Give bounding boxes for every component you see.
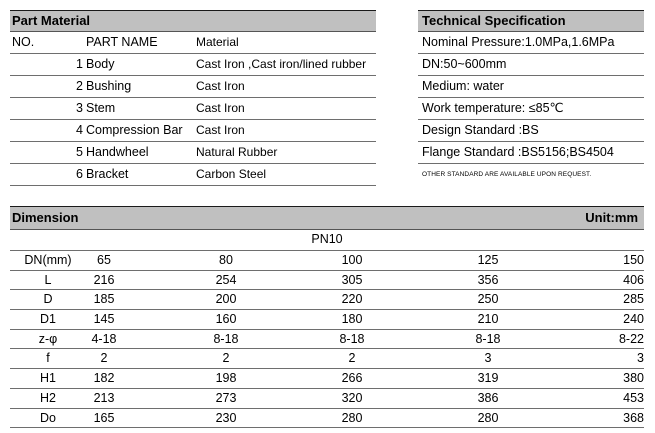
cell: 8-22 bbox=[618, 331, 644, 346]
part-material: Natural Rubber bbox=[196, 145, 278, 159]
row-key: z-φ bbox=[38, 331, 58, 346]
part-name: Body bbox=[86, 57, 115, 71]
row-key: Do bbox=[40, 410, 56, 425]
part-name: Bracket bbox=[86, 167, 129, 181]
part-name: Stem bbox=[86, 101, 116, 115]
part-row bbox=[10, 164, 376, 186]
part-row bbox=[10, 76, 376, 98]
spec-line: Nominal Pressure:1.0MPa,1.6MPa bbox=[418, 32, 644, 54]
part-row bbox=[10, 54, 376, 76]
cell: 305 bbox=[341, 272, 363, 287]
part-no: 4 bbox=[76, 123, 83, 137]
cell: 160 bbox=[215, 312, 237, 327]
cell: 2 bbox=[348, 351, 356, 366]
cell: 250 bbox=[477, 292, 499, 307]
part-no: 6 bbox=[76, 167, 83, 181]
spec-line: Work temperature: ≤85℃ bbox=[418, 98, 644, 120]
spec-note: OTHER STANDARD ARE AVAILABLE UPON REQUEST. bbox=[422, 171, 592, 178]
part-row bbox=[10, 120, 376, 142]
table-row bbox=[10, 409, 644, 429]
cell: 273 bbox=[215, 390, 237, 405]
dimension-unit: Unit:mm bbox=[585, 210, 638, 225]
cell: 213 bbox=[93, 390, 115, 405]
cell: 280 bbox=[477, 410, 499, 425]
part-name: Compression Bar bbox=[86, 123, 183, 137]
row-key: L bbox=[44, 272, 52, 287]
part-material: Carbon Steel bbox=[196, 167, 267, 181]
pressure-rating: PN10 bbox=[10, 230, 644, 251]
cell: 80 bbox=[219, 253, 233, 267]
part-material-table bbox=[10, 10, 376, 186]
part-no: 2 bbox=[76, 79, 83, 93]
cell: 266 bbox=[341, 371, 363, 386]
table-row bbox=[10, 271, 644, 291]
part-no: 3 bbox=[76, 101, 83, 115]
table-row bbox=[10, 349, 644, 369]
dimension-header bbox=[10, 206, 644, 230]
col-part-name: PART NAME bbox=[86, 35, 158, 49]
table-row bbox=[10, 389, 644, 409]
cell: 254 bbox=[215, 272, 237, 287]
cell: 3 bbox=[484, 351, 492, 366]
cell: 285 bbox=[623, 292, 644, 307]
cell: 180 bbox=[341, 312, 363, 327]
cell: 356 bbox=[477, 272, 499, 287]
cell: 3 bbox=[637, 351, 644, 366]
cell: 320 bbox=[341, 390, 363, 405]
dimension-title: Dimension bbox=[12, 210, 79, 225]
spec-line: DN:50~600mm bbox=[418, 54, 644, 76]
cell: 386 bbox=[477, 390, 499, 405]
cell: 182 bbox=[93, 371, 115, 386]
cell: 380 bbox=[623, 371, 644, 386]
cell: 368 bbox=[623, 410, 644, 425]
part-row bbox=[10, 98, 376, 120]
table-row bbox=[10, 330, 644, 350]
cell: 210 bbox=[477, 312, 499, 327]
spec-line: Medium: water bbox=[418, 76, 644, 98]
cell: 8-18 bbox=[339, 331, 365, 346]
row-key: D bbox=[43, 292, 53, 307]
dimension-table bbox=[10, 206, 644, 428]
table-row bbox=[10, 310, 644, 330]
part-material: Cast Iron bbox=[196, 123, 245, 137]
row-key: DN(mm) bbox=[24, 253, 72, 267]
cell: 453 bbox=[623, 390, 644, 405]
cell: 8-18 bbox=[475, 331, 501, 346]
cell: 8-18 bbox=[213, 331, 239, 346]
part-material: Cast Iron ,Cast iron/lined rubber bbox=[196, 57, 367, 71]
cell: 4-18 bbox=[91, 331, 117, 346]
cell: 406 bbox=[623, 272, 644, 287]
cell: 2 bbox=[100, 351, 108, 366]
cell: 220 bbox=[341, 292, 363, 307]
row-key: H2 bbox=[40, 390, 56, 405]
table-row bbox=[10, 290, 644, 310]
cell: 185 bbox=[93, 292, 115, 307]
cell: 150 bbox=[623, 253, 644, 267]
cell: 65 bbox=[97, 253, 111, 267]
spec-line: Design Standard :BS bbox=[418, 120, 644, 142]
part-material-header bbox=[10, 10, 376, 32]
part-material-title: Part Material bbox=[12, 13, 91, 28]
cell: 145 bbox=[93, 312, 115, 327]
row-key: D1 bbox=[40, 312, 56, 327]
col-material: Material bbox=[196, 35, 239, 49]
part-material: Cast Iron bbox=[196, 101, 245, 115]
cell: 216 bbox=[93, 272, 115, 287]
spec-line: Flange Standard :BS5156;BS4504 bbox=[418, 142, 644, 164]
col-no: NO. bbox=[12, 35, 35, 49]
row-key: f bbox=[46, 351, 50, 366]
table-row bbox=[10, 251, 644, 271]
technical-spec-panel bbox=[418, 10, 644, 182]
cell: 319 bbox=[477, 371, 499, 386]
part-no: 5 bbox=[76, 145, 83, 159]
part-name: Bushing bbox=[86, 79, 132, 93]
cell: 200 bbox=[215, 292, 237, 307]
technical-spec-header bbox=[418, 10, 644, 32]
part-material-column-headers bbox=[10, 32, 376, 54]
cell: 240 bbox=[623, 312, 644, 327]
cell: 280 bbox=[341, 410, 363, 425]
part-no: 1 bbox=[76, 57, 83, 71]
cell: 2 bbox=[222, 351, 230, 366]
cell: 198 bbox=[215, 371, 237, 386]
part-material: Cast Iron bbox=[196, 79, 245, 93]
cell: 100 bbox=[341, 253, 363, 267]
cell: 165 bbox=[93, 410, 115, 425]
part-name: Handwheel bbox=[86, 145, 149, 159]
cell: 230 bbox=[215, 410, 237, 425]
technical-spec-title: Technical Specification bbox=[422, 13, 566, 28]
table-row bbox=[10, 369, 644, 389]
row-key: H1 bbox=[40, 371, 56, 386]
cell: 125 bbox=[477, 253, 499, 267]
part-row bbox=[10, 142, 376, 164]
